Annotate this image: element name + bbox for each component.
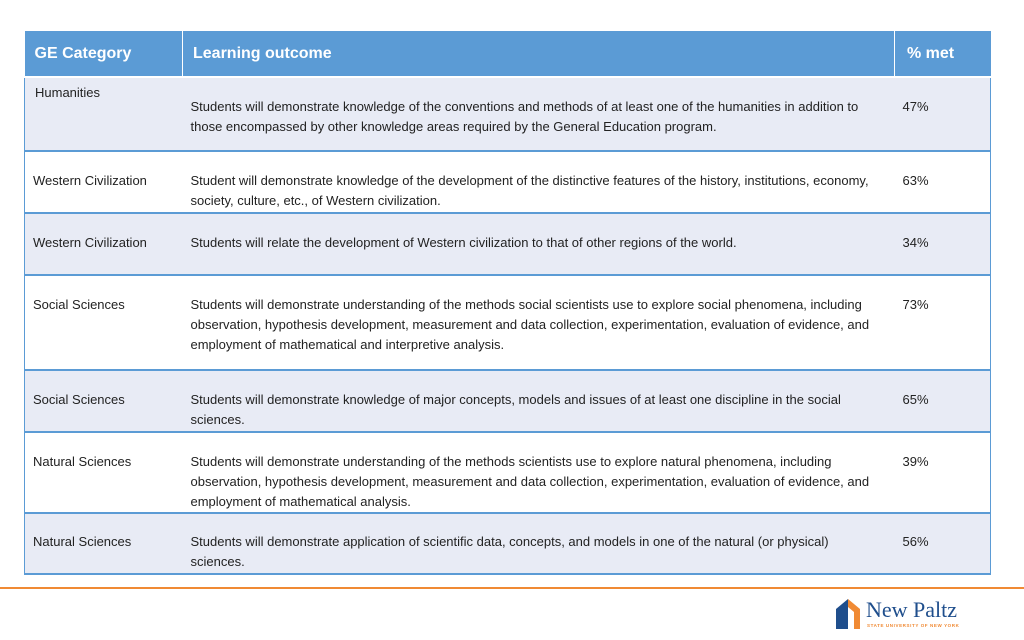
header-percent-met: % met (895, 31, 991, 77)
row-percent-met: 65% (895, 370, 991, 432)
row-outcome: Students will relate the development of Western civilization to that of other regions of the world. (183, 213, 895, 275)
table-row (25, 370, 991, 432)
row-category: Social Sciences (25, 275, 183, 370)
footer-accent-line (0, 587, 1024, 589)
row-percent-met: 56% (895, 513, 991, 574)
header-ge-category: GE Category (25, 31, 183, 77)
row-category: Humanities (25, 77, 183, 151)
row-outcome: Students will demonstrate knowledge of the conventions and methods of at least one of the humanities in addition to those encompassed by other knowledge areas required by the General Education program. (183, 77, 895, 151)
logo-subtitle: STATE UNIVERSITY OF NEW YORK (867, 623, 960, 628)
row-outcome: Students will demonstrate application of scientific data, concepts, and models in one of the natural (or physical) sciences. (183, 513, 895, 574)
row-outcome: Students will demonstrate understanding of the methods scientists use to explore natural phenomena, including observation, hypothesis development, measurement and data collection, experimentation, evaluation of evidence, and employment of mathematical analysis. (183, 432, 895, 513)
table-row (25, 151, 991, 213)
row-percent-met: 63% (895, 151, 991, 213)
row-outcome: Students will demonstrate knowledge of major concepts, models and issues of at least one discipline in the social sciences. (183, 370, 895, 432)
row-percent-met: 39% (895, 432, 991, 513)
logo-name: New Paltz (866, 597, 958, 622)
new-paltz-emblem-icon (834, 597, 862, 631)
header-learning-outcome: Learning outcome (183, 31, 895, 77)
table-row (25, 77, 991, 151)
new-paltz-logo (834, 597, 964, 633)
row-percent-met: 73% (895, 275, 991, 370)
table-row (25, 213, 991, 275)
table-header-row (25, 31, 991, 77)
row-outcome: Students will demonstrate understanding of the methods social scientists use to explore social phenomena, including observation, hypothesis development, measurement and data collection, experimentation, evaluation of evidence, and employment of mathematical and interpretive analysis. (183, 275, 895, 370)
table-row (25, 432, 991, 513)
ge-outcomes-table (24, 31, 991, 575)
row-outcome: Student will demonstrate knowledge of the development of the distinctive features of the history, institutions, economy, society, culture, etc., of Western civilization. (183, 151, 895, 213)
row-category: Western Civilization (25, 151, 183, 213)
row-category: Natural Sciences (25, 513, 183, 574)
row-category: Natural Sciences (25, 432, 183, 513)
row-percent-met: 47% (895, 77, 991, 151)
table-row (25, 275, 991, 370)
row-category: Western Civilization (25, 213, 183, 275)
row-percent-met: 34% (895, 213, 991, 275)
table-row (25, 513, 991, 574)
row-category: Social Sciences (25, 370, 183, 432)
